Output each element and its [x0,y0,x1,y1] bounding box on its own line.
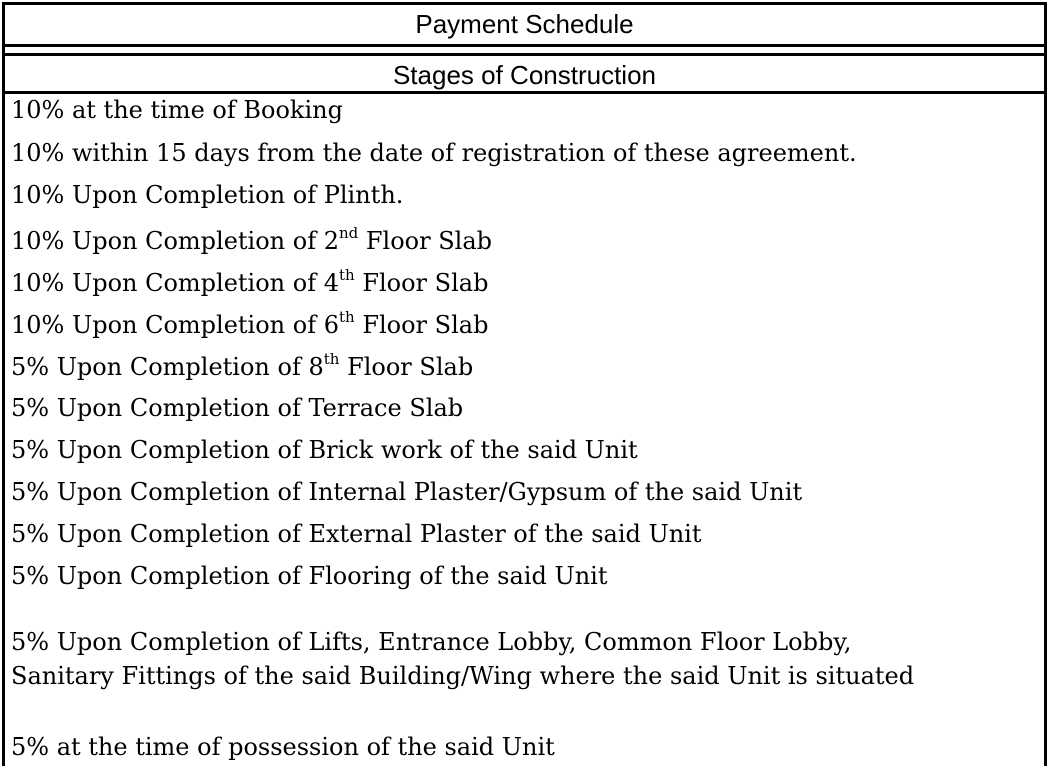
stage-text: Floor Slab [339,353,474,381]
stage-row [11,559,1040,593]
stage-row [11,266,1040,300]
stage-row [11,730,1040,764]
stage-row [11,517,1040,551]
ordinal-suffix: th [339,308,355,326]
stage-text: 10% Upon Completion of 6 [11,311,339,339]
ordinal-suffix: th [323,350,340,368]
stage-text: 10% Upon Completion of Plinth. [11,181,404,209]
stage-text: 5% Upon Completion of Lifts, Entrance Lobby, Common Floor Lobby, [11,628,852,656]
stage-text: 10% Upon Completion of 4 [11,269,339,297]
stage-row [11,433,1040,467]
stage-text: Floor Slab [358,227,493,255]
stage-text: Sanitary Fittings of the said Building/Wing where the said Unit is situated [11,662,915,690]
stage-row [11,93,1040,127]
stage-row [11,308,1040,342]
ordinal-suffix: nd [339,224,359,242]
stage-row [11,136,1040,170]
stage-text: 5% at the time of possession of the said Unit [11,733,555,761]
payment-schedule-table [2,2,1047,766]
stage-text: 5% Upon Completion of Flooring of the said Unit [11,562,608,590]
stage-text: 5% Upon Completion of External Plaster of the said Unit [11,520,702,548]
stage-text: 5% Upon Completion of Brick work of the said Unit [11,436,638,464]
stage-row [11,475,1040,509]
stage-text: 5% Upon Completion of Internal Plaster/Gypsum of the said Unit [11,478,803,506]
stage-text: Floor Slab [354,311,489,339]
column-header: Stages of Construction [5,53,1044,94]
ordinal-suffix: th [339,266,355,284]
stage-row [11,178,1040,212]
stage-row [11,224,1040,258]
stage-row [11,625,1040,659]
stage-row [11,391,1040,425]
stage-row [11,659,1040,693]
stage-text: 5% Upon Completion of Terrace Slab [11,394,464,422]
stage-text: Floor Slab [354,269,489,297]
stage-text: 5% Upon Completion of 8 [11,353,324,381]
stage-text: 10% at the time of Booking [11,96,343,124]
table-title: Payment Schedule [5,5,1044,47]
stage-text: 10% Upon Completion of 2 [11,227,339,255]
stage-text: 10% within 15 days from the date of registration of these agreement. [11,139,857,167]
stage-row [11,350,1040,384]
